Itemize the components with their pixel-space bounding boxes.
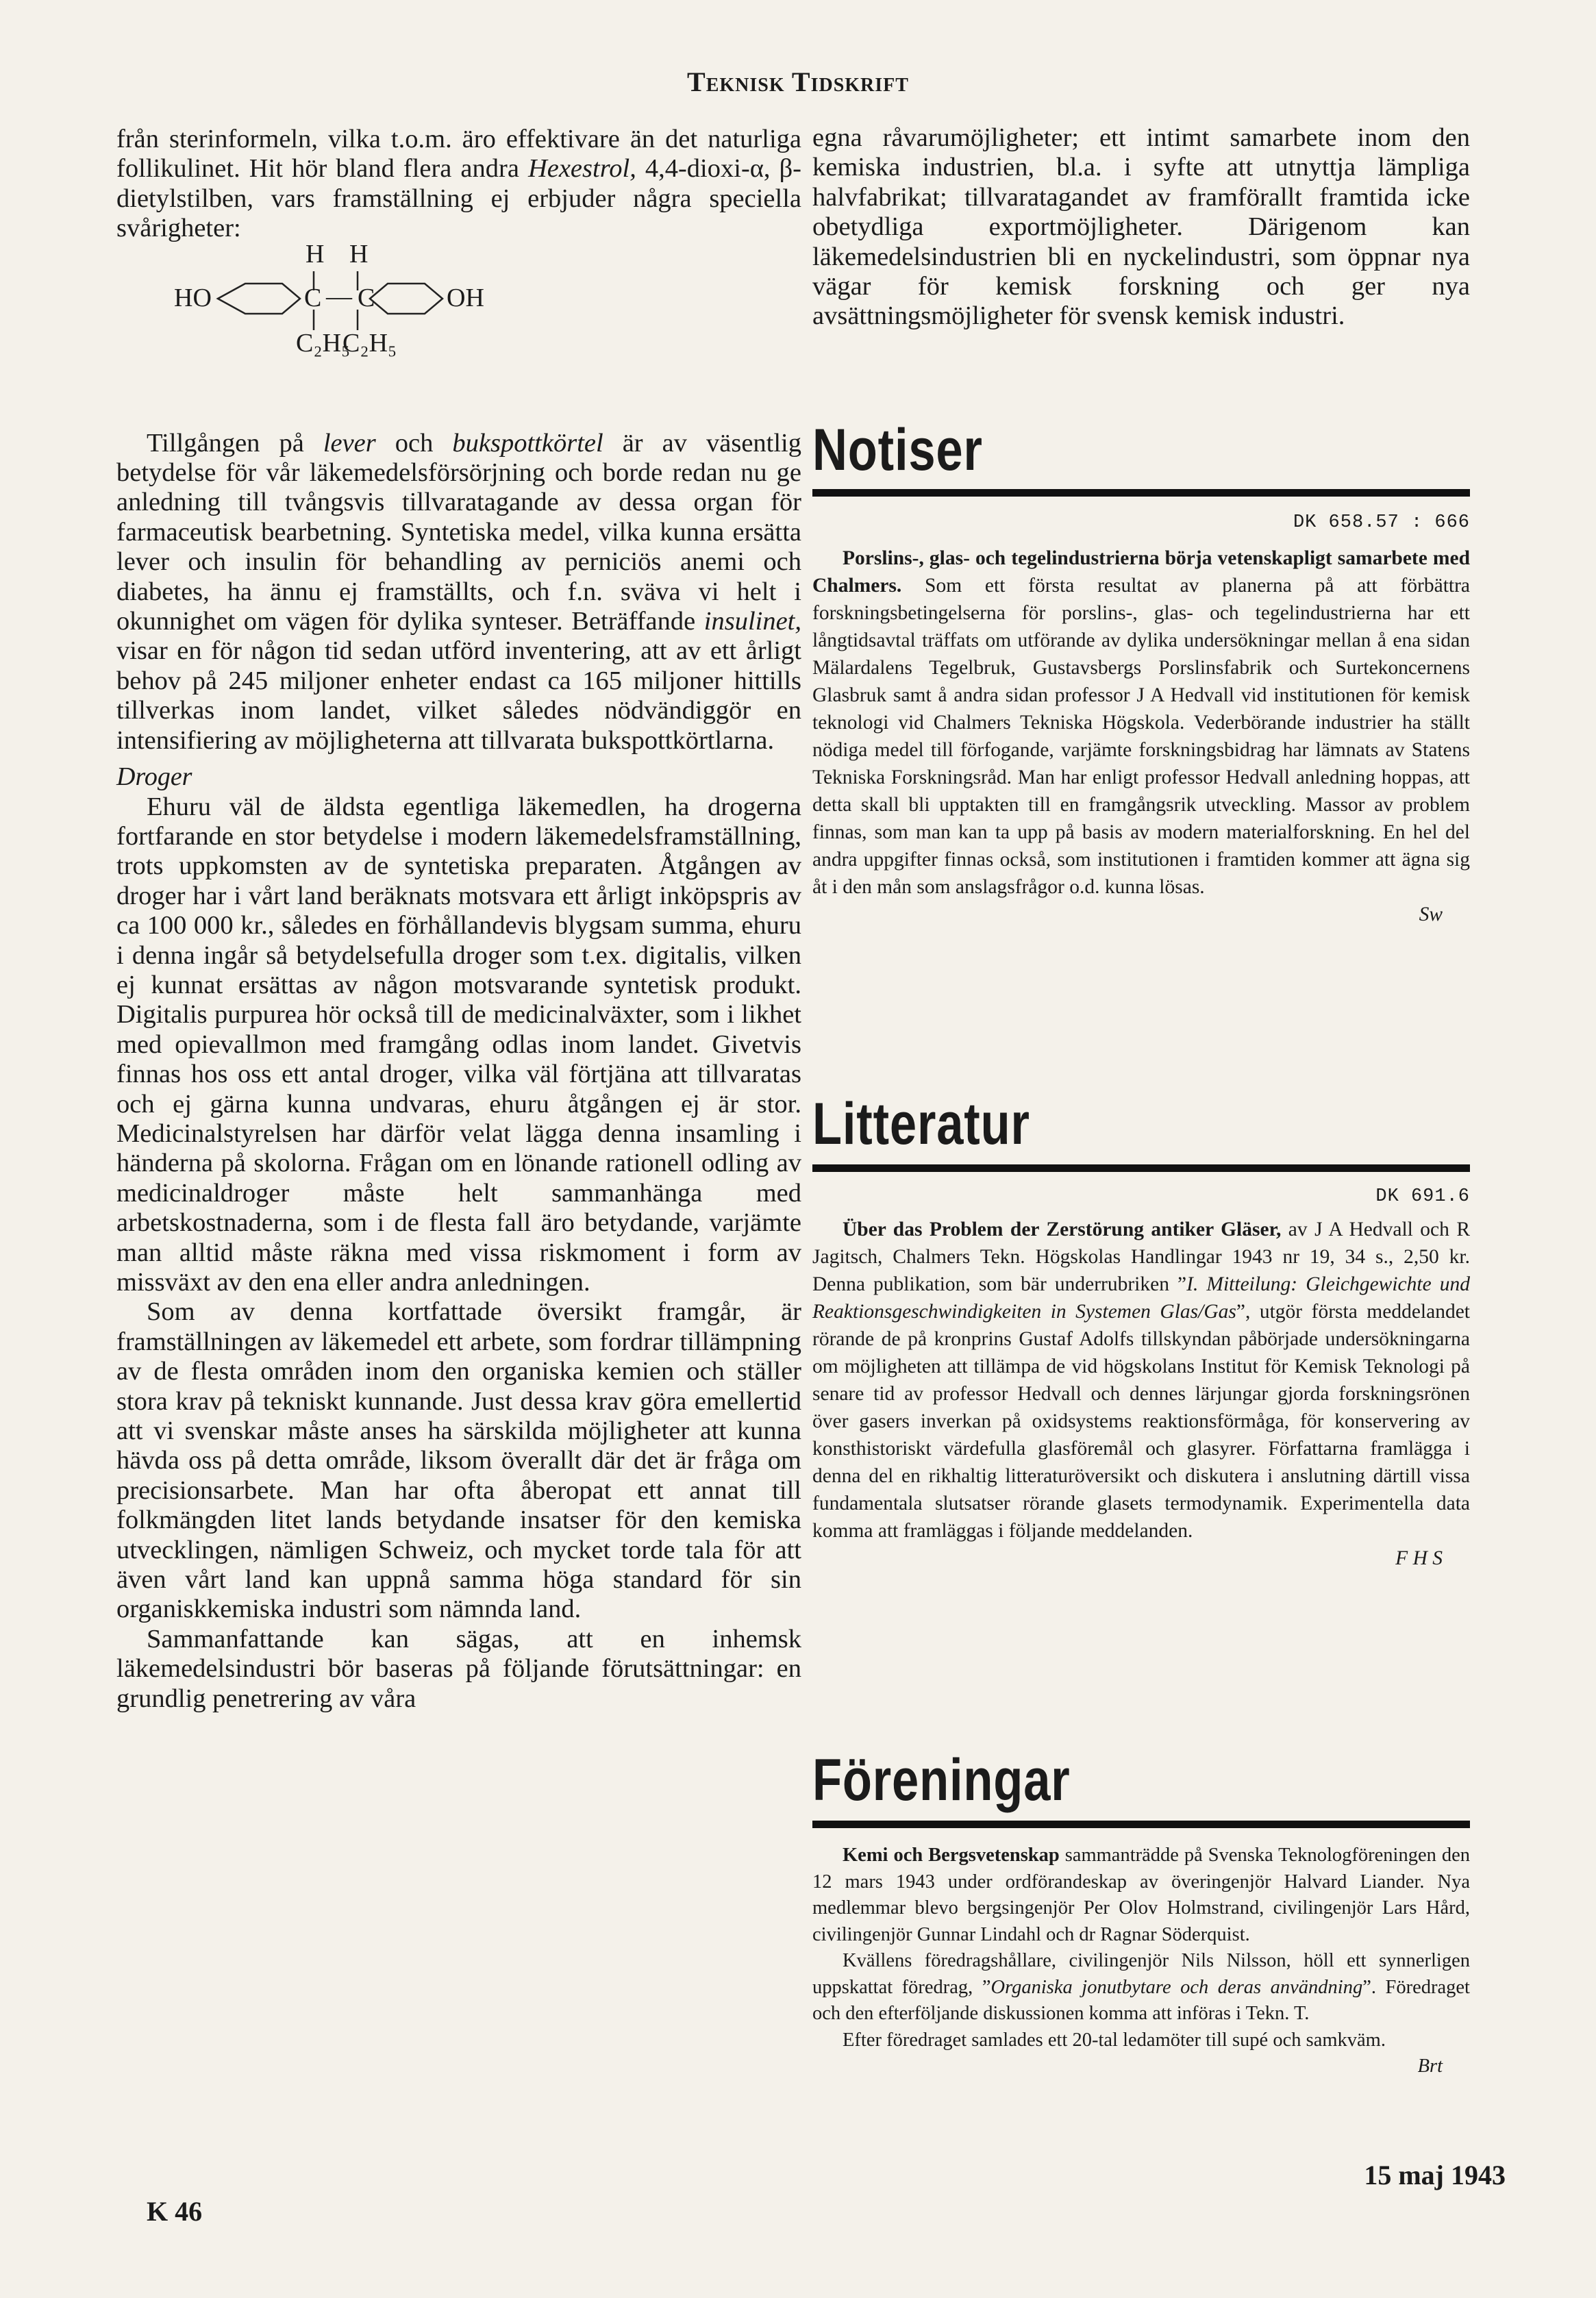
hydrogen-label: H — [349, 239, 369, 268]
text-run: från sterinformeln, vilka t.o.m. äro effektivare än det naturliga follikulinet. Hit hör bland flera andra — [116, 125, 801, 184]
article-text: Kvällens föredragshållare, civilingenjör Nils Nilsson, höll ett synnerligen uppskattat föredrag, ” — [812, 1950, 1470, 1998]
paragraph-droger: Ehuru väl de äldsta egentliga läkemedlen, ha drogerna fortfarande en stor betydelse i modern läkemedelsframställning, trots uppkomsten av de syntetiska preparaten. Åtgången av droger har i vårt land beräknats motsvara ett årligt inköpspris av ca 100 000 kr., således en förhållandevis blygsam summa, ehuru i denna ingår så betydelsefulla droger som t.ex. digitalis, vilken ej kunnat ersättas av någon motsvarande syntetisk produkt. Digitalis purpurea hör också till de medicinalväxter, som i likhet med opievallmon med framgång odlas inom landet. Givetvis finnas hos oss ett antal droger, vilka väl förtjäna att tillvaratas och ej gärna kunna undvaras, ehuru åtgången ej är stor. Medicinalstyrelsen har därför velat lägga denna insamling i händerna på skolorna. Frågan om en lönande rationell odling av medicinaldroger måste helt sammanhänga med arbetskostnaderna, som i de flesta fall äro betydande, varjämte man alltid måste räkna med vissa riskmoment i form av missväxt av den ena eller andra anledningen. — [116, 792, 801, 1297]
notiser-article — [812, 545, 1470, 928]
ethyl-label: C₂H₅ — [296, 328, 351, 358]
carbon-label: C — [304, 283, 322, 312]
article-text: av J A Hedvall och R Jagitsch, Chalmers Tekn. Högskolas Handlingar 1943 nr 19, 34 s., 2,50 kr. Denna publikation, som bär underrubriken ” — [812, 1219, 1471, 1295]
section-title-litteratur: Litteratur — [812, 1091, 1030, 1157]
section-rule — [812, 1821, 1470, 1828]
italic-term: insulinet, — [703, 607, 801, 636]
litteratur-article — [812, 1216, 1470, 1572]
benzene-ring-left — [218, 284, 300, 314]
article-text: ”. Föredraget och den efterföljande diskussionen komma att införas i Tekn. T. — [812, 1976, 1470, 2024]
article-headline: Kemi och Bergsvetenskap — [843, 1845, 1060, 1866]
issue-date: 15 maj 1943 — [1364, 2160, 1506, 2190]
dk-classification: DK 691.6 — [1375, 1186, 1470, 1207]
chemical-formula — [116, 239, 801, 429]
section-rule — [812, 489, 1470, 497]
italic-subtitle: I. Mitteilung: Gleichgewichte und Reaktionsgeschwindigkeiten in Systemen Glas/Gas — [812, 1273, 1470, 1323]
notiser-body — [812, 545, 1470, 901]
section-title-notiser: Notiser — [812, 417, 983, 483]
section-subhead: Droger — [116, 762, 192, 792]
hydrogen-label: H — [306, 239, 325, 268]
italic-term: lever — [323, 428, 376, 458]
dk-classification: DK 658.57 : 666 — [1293, 512, 1470, 533]
right-column-continuation — [812, 123, 1470, 332]
article-headline: Über das Problem der Zerstörung antiker Gläser, — [843, 1219, 1282, 1240]
ethyl-label: C₂H₅ — [342, 328, 397, 358]
text-run: 4,4-dioxi-α, β-dietylstilben, vars framställning ej erbjuder några speciella svårigheter: — [116, 154, 801, 243]
italic-term: bukspottkörtel — [452, 428, 603, 458]
foreningar-body-2 — [812, 1948, 1470, 2027]
author-signature: Brt — [1417, 2056, 1443, 2077]
section-rule — [812, 1164, 1470, 1172]
text-run: visar en för någon tid sedan utförd inventering, att av ett årligt behov på 245 miljoner enheter endast ca 165 miljoner hittills tillverkas inom landet, vilket således nödvändiggör en intensifiering av möjligheterna att tillvarata bukspottkörtlarna. — [116, 636, 801, 755]
text-run: är av väsentlig betydelse för vår läkemedelsförsörjning och borde redan nu ge anledning till tvångsvis tillvaratagande av dessa organ för farmaceutisk bearbetning. Syntetiska medel, vilka kunna ersätta lever och insulin för behandling av perniciös anemi och diabetes, ha ännu ej framställts, och f.n. sväva vi helt i okunnighet om vägen för dylika synteser. Beträffande — [116, 428, 801, 636]
article-headline: Porslins-, glas- och tegelindustrierna börja vetenskapligt samarbete med Chalmers. — [812, 547, 1470, 597]
paragraph-sammanfattande: Sammanfattande kan sägas, att en inhemsk läkemedelsindustri bör baseras på följande förutsättningar: en grundlig penetrering av våra — [116, 1624, 801, 1713]
paragraph-lever — [116, 429, 801, 755]
author-signature: Sw — [1419, 903, 1443, 925]
section-title-foreningar: Föreningar — [812, 1747, 1071, 1813]
benzene-ring-right — [370, 284, 442, 314]
hydroxy-label: OH — [447, 283, 484, 312]
bond-dash: — — [326, 282, 352, 311]
paragraph-continuation: egna råvarumöjligheter; ett intimt samarbete inom den kemiska industrien, bl.a. i syfte att utnyttja lämpliga halvfabrikat; tillvaratagandet av framförallt framtida icke obetydliga exportmöjligheter. Därigenom kan läkemedelsindustrien bli en nyckelindustri, som öppnar nya vägar för kemisk forskning och ger nya avsättningsmöjligheter för svensk kemisk industri. — [812, 123, 1470, 331]
carbon-label: C — [358, 283, 375, 312]
foreningar-body-3: Efter föredraget samlades ett 20-tal ledamöter till supé och samkväm. — [843, 2029, 1386, 2051]
article-text: sammanträdde på Svenska Teknologföreningen den 12 mars 1943 under ordförandeskap av överingenjör Halvard Liander. Nya medlemmar blevo bergsingenjör Per Olov Holmstrand, civilingenjör Lars Hård, civilingenjör Gunnar Lindahl och dr Ragnar Söderquist. — [812, 1845, 1470, 1945]
page-number: K 46 — [147, 2196, 203, 2227]
journal-masthead: Teknisk Tidskrift — [687, 66, 909, 97]
article-text: ”, utgör första meddelandet rörande de på kronprins Gustaf Adolfs tillskyndan påbörjade undersökningarna om möjligheten att tillämpa de vid högskolans Institut för Kemisk Teknologi på senare tid av professor Hedvall och dennes lärjungar gjorda forskningsrönen över gasers inverkan på oxidsystems reaktionsförmåga, för konservering av konsthistoriskt värdefulla glasföremål och glasyrer. Författarna framlägga i denna del en rikhaltig litteraturöversikt och diskutera i anslutning därtill vissa fundamentala slutsatser rörande glasets termodynamik. Experimentella data komma att framläggas i följande meddelanden. — [812, 1301, 1470, 1542]
paragraph-hexestrol — [116, 125, 801, 244]
italic-title: Organiska jonutbytare och deras användning — [990, 1976, 1363, 1998]
author-signature: F H S — [1395, 1547, 1443, 1569]
foreningar-article — [812, 1843, 1470, 2080]
text-run: och — [375, 428, 453, 458]
article-text: Som ett första resultat av planerna på att förbättra forskningsbetingelserna för porslins-, glas- och tegelindustrierna har ett långtidsavtal träffats om utförande av dylika undersökningar mellan å ena sidan Mälardalens Tegelbruk, Gustavsbergs Porslinsfabrik och Surtekoncernens Glasbruk samt å andra sidan professor J A Hedvall vid institutionen för kemisk teknologi vid Chalmers Tekniska Högskola. Vederbörande industrier ha ställt nödiga medel till förfogande, varjämte forskningsbidrag har lämnats av Statens Tekniska Forskningsråd. Man har enligt professor Hedvall anledning hoppas, att detta skall bli upptakten till en framgångsrik utveckling. Massor av problem finnas, som man kan ta upp på basis av modern materialforskning. En hel del andra uppgifter finnas också, som institutionen i framtiden kommer att ägna sig åt i den mån som anslagsfrågor o.d. kunna lösas. — [812, 575, 1470, 898]
text-run: Tillgången på — [147, 428, 323, 458]
italic-term: Hexestrol, — [527, 154, 636, 184]
litteratur-body — [812, 1216, 1470, 1545]
hydroxy-label: HO — [174, 283, 212, 312]
foreningar-body-1 — [812, 1843, 1470, 1948]
left-column — [116, 125, 801, 1714]
paragraph-oversikt: Som av denna kortfattade översikt framgår, är framställningen av läkemedel ett arbete, som fordrar tillämpning av de flesta områden inom den organiska kemien och ställer stora krav på tekniskt kunnande. Just dessa krav göra emellertid att vi svenskar måste anses ha särskilda möjligheter att kunna hävda oss på detta område, liksom överallt där det är fråga om precisionsarbete. Man har ofta åberopat ett annat till folkmängden litet lands betydande insatser för den kemiska utvecklingen, nämligen Schweiz, och mycket torde tala för att även vårt land kan uppnå samma höga standard för sin organiskkemiska industri som nämnda land. — [116, 1297, 801, 1624]
benzene-rings-drawing — [116, 244, 801, 429]
